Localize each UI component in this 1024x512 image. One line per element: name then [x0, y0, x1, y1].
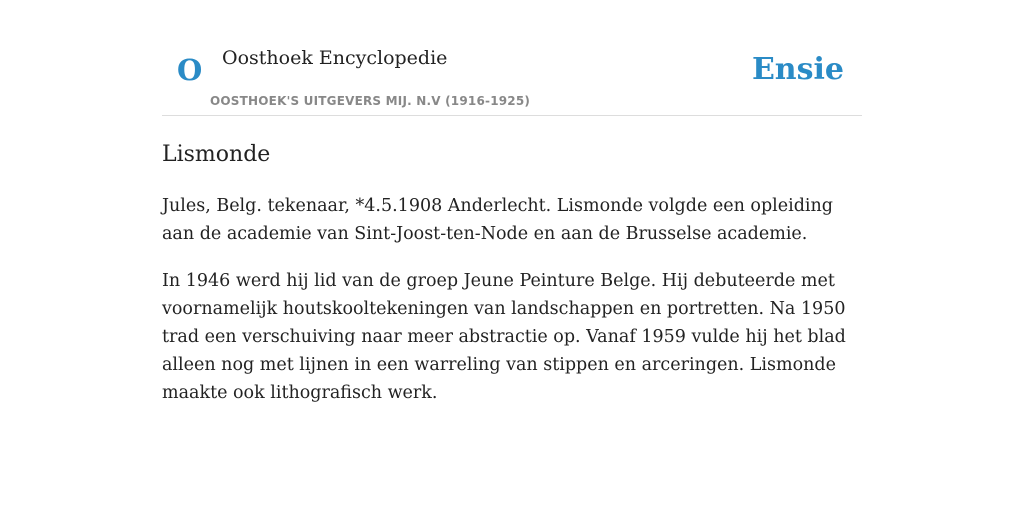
entry-content: [162, 192, 862, 426]
publisher-label: OOSTHOEK'S UITGEVERS MIJ. N.V (1916-1925): [210, 94, 531, 108]
entry-title: Lismonde: [162, 142, 271, 167]
page: [162, 0, 862, 403]
site-header: [162, 0, 862, 116]
site-logo[interactable]: O: [177, 53, 203, 87]
entry-paragraph: Jules, Belg. tekenaar, *4.5.1908 Anderlecht. Lismonde volgde een opleiding aan de academie van Sint-Joost-ten-Node en aan de Brusselse academie.: [162, 196, 833, 244]
ensie-brand-link[interactable]: Ensie: [751, 52, 844, 87]
site-title-link[interactable]: Oosthoek Encyclopedie: [222, 47, 448, 69]
entry-paragraph: In 1946 werd hij lid van de groep Jeune Peinture Belge. Hij debuteerde met voornamelijk houtskooltekeningen van landschappen en portretten. Na 1950 trad een verschuiving naar meer abstractie op. Vanaf 1959 vulde hij het blad alleen nog met lijnen in een warreling van stippen en arceringen. Lismonde maakte ook lithografisch werk.: [162, 271, 846, 403]
